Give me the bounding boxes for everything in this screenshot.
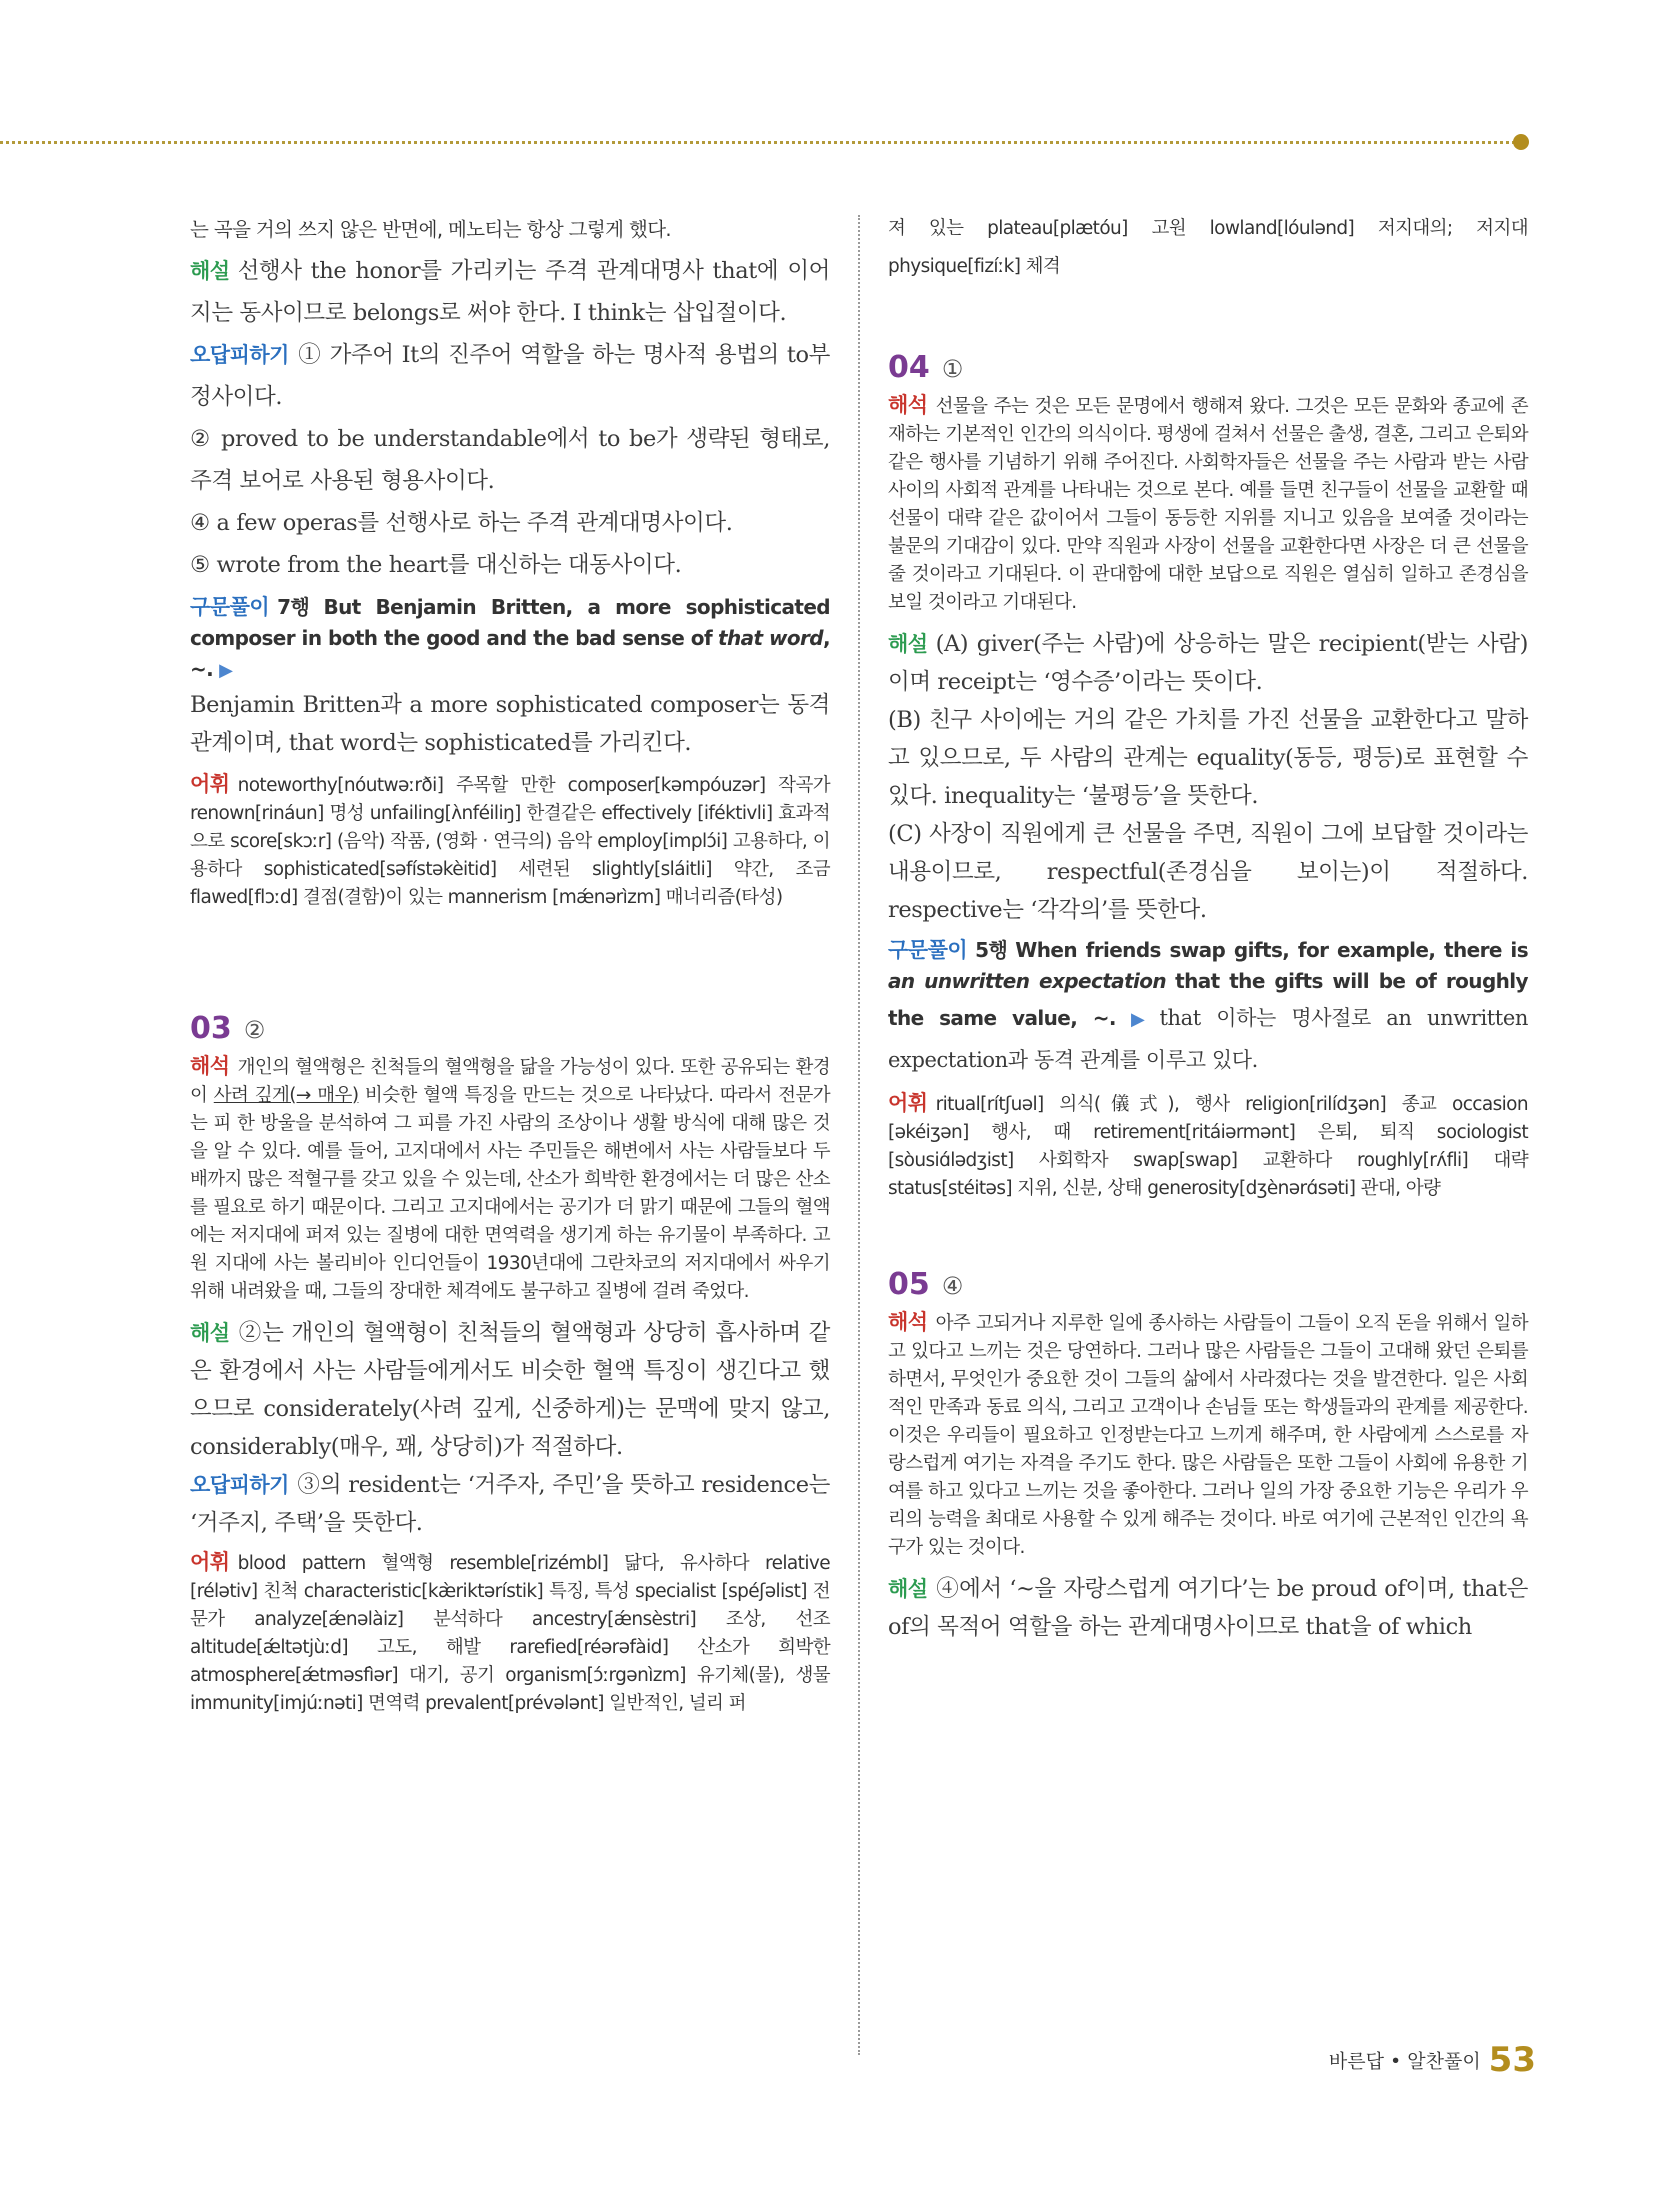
column-divider bbox=[858, 215, 860, 2055]
odap-block bbox=[190, 334, 830, 418]
q05-haeseok-text: 아주 고되거나 지루한 일에 종사하는 사람들이 그들이 오직 돈을 위해서 일하고 있다고 느끼는 것은 당연하다. 그러나 많은 사람들은 그들이 고대해 왔던 은퇴를 하면서, 무엇인가 중요한 것이 그들의 삶에서 사라졌다는 것을 발견한다. 일은 사회적인 만족과 동료 의식, 그리고 고객이나 손님들 또는 학생들과의 관계를 제공한다. 이것은 우리들이 필요하고 인정받는다고 느끼게 해주며, 한 사람에게 스스로를 자랑스럽게 여기는 자격을 주기도 한다. 많은 사람들은 또한 그들이 사회에 유용한 기여를 하고 있다고 느끼는 것을 좋아한다. 그러나 일의 가장 중요한 기능은 우리가 우리의 능력을 최대로 사용할 수 있게 해주는 것이다. 바로 여기에 근본적인 인간의 욕구가 있는 것이다. bbox=[888, 1313, 1528, 1558]
gumun-english-a: But Benjamin Britten, a more sophisticated composer in both the good and the bad sense of bbox=[190, 594, 830, 650]
eohwi-label: 어휘 bbox=[190, 771, 230, 796]
q04-gumun-line-ref: 5행 bbox=[975, 938, 1008, 962]
haeseol-text: 선행사 the honor를 가리키는 주격 관계대명사 that에 이어지는 동사이므로 belongs로 써야 한다. I think는 삽입절이다. bbox=[190, 257, 830, 326]
q03-eohwi-label: 어휘 bbox=[190, 1549, 230, 1574]
question-number: 03 bbox=[190, 1010, 232, 1046]
question-04-heading bbox=[888, 346, 1528, 391]
q03-haeseol-text: ②는 개인의 혈액형이 친척들의 혈액형과 상당히 흡사하며 같은 환경에서 사는 사람들에게서도 비슷한 혈액 특징이 생긴다고 했으므로 considerately(사려 깊게, 신중하게)는 문맥에 맞지 않고, considerably(매우, 꽤, 상당히)가 적절하다. bbox=[190, 1319, 830, 1460]
gumun-block bbox=[190, 592, 830, 686]
question-number: 05 bbox=[888, 1267, 930, 1302]
q05-haeseol-label: 해설 bbox=[888, 1577, 928, 1601]
q03-odap-text: ③의 resident는 ‘거주자, 주민’을 뜻하고 residence는 ‘거주지, 주택’을 뜻한다. bbox=[190, 1471, 830, 1536]
haeseol-label: 해설 bbox=[190, 258, 230, 283]
q05-haeseok-label: 해석 bbox=[888, 1310, 928, 1334]
haeseol-block bbox=[190, 250, 830, 334]
eohwi-block bbox=[190, 770, 830, 912]
footer-book-title: 바른답 • 알찬풀이 bbox=[1328, 2050, 1481, 2073]
q03-odap-block bbox=[190, 1466, 830, 1542]
q04-haeseol-b: (B) 친구 사이에는 거의 같은 가치를 가진 선물을 교환한다고 말하고 있으므로, 두 사람의 관계는 equality(동등, 평등)로 표현할 수 있다. inequality는 ‘불평등’을 뜻한다. bbox=[888, 707, 1528, 809]
q04-eohwi-block bbox=[888, 1089, 1528, 1203]
top-rule-dot bbox=[1513, 134, 1529, 150]
q04-gumun-block bbox=[888, 935, 1528, 1081]
question-03-heading bbox=[190, 1007, 830, 1052]
q04-haeseok-text: 선물을 주는 것은 모든 문명에서 행해져 왔다. 그것은 모든 문화와 종교에 존재하는 기본적인 인간의 의식이다. 평생에 걸쳐서 선물은 출생, 결혼, 그리고 은퇴와 같은 행사를 기념하기 위해 주어진다. 사회학자들은 선물을 주는 사람과 받는 사람 사이의 사회적 관계를 나타내는 것으로 본다. 예를 들면 친구들이 선물을 교환할 때 선물이 대략 같은 값이어서 그들이 동등한 지위를 지니고 있음을 보여줄 것이라는 불문의 기대감이 있다. 만약 직원과 사장이 선물을 교환한다면 사장은 더 큰 선물을 줄 것이라고 기대된다. 이 관대함에 대한 보답으로 직원은 열심히 일하고 존경심을 보일 것이라고 기대된다. bbox=[888, 396, 1528, 613]
question-answer: ① bbox=[941, 355, 964, 383]
q03-haeseok-a: 개인의 혈액형은 친척들의 혈액형을 닮을 가능성이 있다. 또한 공유되는 환경이 bbox=[190, 1056, 830, 1106]
page-number: 53 bbox=[1488, 2040, 1536, 2080]
q04-haeseol-c: (C) 사장이 직원에게 큰 선물을 주면, 직원이 그에 보답할 것이라는 내용이므로, respectful(존경심을 보이는)이 적절하다. respective는 ‘각각의’를 뜻한다. bbox=[888, 821, 1529, 923]
q04-haeseol-label: 해설 bbox=[888, 632, 928, 656]
q04-eohwi-text: ritual[rítʃuəl] 의식(儀式), 행사 religion[rilídʒən] 종교 occasion [əkéiʒən] 행사, 때 retirement[ritáiərmənt] 은퇴, 퇴직 sociologist [sòusiɑ́lədʒist] 사회학자 swap[swap] 교환하다 roughly[rʌ́fli] 대략 status[stéitəs] 지위, 신분, 상태 generosity[dʒènərɑ́səti] 관대, 아량 bbox=[888, 1094, 1528, 1199]
q03-eohwi-block bbox=[190, 1548, 830, 1718]
q03-haeseol-block bbox=[190, 1314, 830, 1466]
odap-line-5: ⑤ wrote from the heart를 대신하는 대동사이다. bbox=[190, 551, 682, 578]
q03-haeseok-block bbox=[190, 1052, 830, 1306]
q04-gumun-english-italic: an unwritten expectation bbox=[888, 969, 1167, 993]
q03-haeseol-label: 해설 bbox=[190, 1320, 230, 1345]
q04-haeseok-block bbox=[888, 391, 1528, 617]
question-number: 04 bbox=[888, 350, 930, 385]
gumun-label: 구문풀이 bbox=[190, 594, 270, 619]
q04-eohwi-label: 어휘 bbox=[888, 1091, 928, 1115]
q04-haeseol-a bbox=[888, 625, 1528, 701]
q05-haeseol-text: ④에서 ‘~을 자랑스럽게 여기다’는 be proud of이며, that은 of의 목적어 역할을 하는 관계대명사이므로 that을 of which bbox=[888, 1576, 1528, 1640]
q03-haeseok-b: 비슷한 혈액 특징을 만드는 것으로 나타났다. 따라서 전문가는 피 한 방울을 분석하여 그 피를 가진 사람의 조상이나 생활 방식에 대해 많은 것을 알 수 있다. 예를 들어, 고지대에서 사는 주민들은 해변에서 사는 사람들보다 두 배까지 많은 적혈구를 갖고 있을 수 있는데, 산소가 희박한 환경에서는 더 많은 산소를 필요로 하기 때문이다. 그리고 고지대에서는 공기가 더 맑기 때문에 그들의 혈액에는 저지대에 퍼져 있는 질병에 대한 면역력을 생기게 하는 유기물이 부족하다. 고원 지대에 사는 볼리비아 인디언들이 1930년대에 그란차코의 저지대에서 싸우기 위해 내려왔을 때, 그들의 장대한 체격에도 불구하고 질병에 걸려 죽었다. bbox=[190, 1084, 830, 1302]
q04-haeseok-label: 해석 bbox=[888, 393, 928, 417]
gumun-line-ref: 7행 bbox=[277, 594, 310, 619]
eohwi-text: noteworthy[nóutwəːrði] 주목할 만한 composer[kəmpóuzər] 작곡가 renown[rináun] 명성 unfailing[ʌ̀nféiliŋ] 한결같은 effectively [iféktivli] 효과적으로 score[skɔːr] (음악) 작품, (영화 · 연극의) 음악 employ[implɔ́i] 고용하다, 이용하다 sophisticated[səfístəkèitid] 세련된 slightly[sláitli] 약간, 조금 flawed[flɔːd] 결점(결함)이 있는 mannerism [mǽnərìzm] 매너리즘(타성) bbox=[190, 774, 830, 908]
question-answer: ② bbox=[243, 1015, 266, 1044]
q04-haeseol-a-text: (A) giver(주는 사람)에 상응하는 말은 recipient(받는 사람)이며 receipt는 ‘영수증’이라는 뜻이다. bbox=[888, 631, 1528, 695]
q03-underlined-word: 사려 깊게(→ 매우) bbox=[213, 1084, 359, 1106]
odap-line-2: ② proved to be understandable에서 to be가 생략된 형태로, 주격 보어로 사용된 형용사이다. bbox=[190, 425, 830, 494]
q04-gumun-korean: that 이하는 명사절로 an unwritten expectation과 동격 관계를 이루고 있다. bbox=[888, 1006, 1528, 1072]
question-05-heading bbox=[888, 1263, 1528, 1308]
odap-line-1: ① 가주어 It의 진주어 역할을 하는 명사적 용법의 to부정사이다. bbox=[190, 341, 830, 410]
gumun-korean: Benjamin Britten과 a more sophisticated composer는 동격관계이며, that word는 sophisticated를 가리킨다. bbox=[190, 691, 830, 756]
gumun-english-italic: that word bbox=[718, 625, 823, 650]
top-dotted-rule bbox=[0, 141, 1515, 144]
odap-label: 오답피하기 bbox=[190, 342, 289, 367]
arrow-icon: ▶ bbox=[219, 659, 233, 681]
q04-gumun-english-a: When friends swap gifts, for example, there is bbox=[1015, 938, 1528, 962]
odap-line-4: ④ a few operas를 선행사로 하는 주격 관계대명사이다. bbox=[190, 509, 733, 536]
q03-odap-label: 오답피하기 bbox=[190, 1472, 289, 1497]
q05-haeseol-block bbox=[888, 1570, 1528, 1646]
arrow-icon: ▶ bbox=[1121, 1009, 1154, 1030]
left-column bbox=[190, 210, 830, 1718]
q04-gumun-label: 구문풀이 bbox=[888, 938, 968, 962]
right-column bbox=[888, 210, 1528, 1646]
page-footer bbox=[1329, 2040, 1536, 2080]
gumun-english-b: , ~. bbox=[190, 625, 830, 681]
q03-haeseok-label: 해석 bbox=[190, 1053, 230, 1078]
q03-eohwi-text: blood pattern 혈액형 resemble[rizémbl] 닮다, 유사하다 relative [rélətiv] 친척 characteristic[kæ̀riktərístik] 특징, 특성 specialist [spéʃəlist] 전문가 analyze[ǽnəlàiz] 분석하다 ancestry[ǽnsèstri] 조상, 선조 altitude[ǽltətjùːd] 고도, 해발 rarefied[réərəfàid] 산소가 희박한 atmosphere[ǽtməsfìər] 대기, 공기 organism[ɔ́ːrgənìzm] 유기체(물), 생물 immunity[imjúːnəti] 면역력 prevalent[prévələnt] 일반적인, 널리 퍼 bbox=[190, 1552, 830, 1714]
q04-gumun-english-b: that the gifts will be of roughly the same value, ~. bbox=[888, 969, 1528, 1030]
intro-line: 는 곡을 거의 쓰지 않은 반면에, 메노티는 항상 그렇게 했다. bbox=[190, 218, 672, 241]
continued-vocab: 져 있는 plateau[plætóu] 고원 lowland[lóulənd] 저지대의; 저지대 physique[fizíːk] 체격 bbox=[888, 218, 1528, 277]
q05-haeseok-block bbox=[888, 1308, 1528, 1562]
question-answer: ④ bbox=[941, 1272, 964, 1300]
